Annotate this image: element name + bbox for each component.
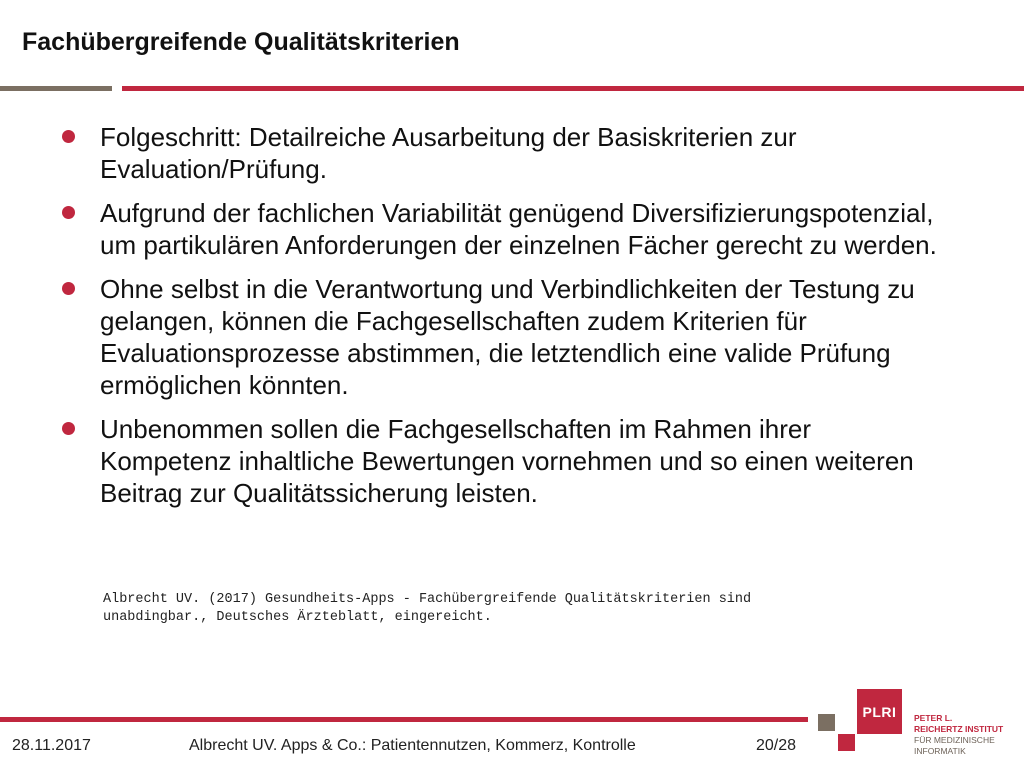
footer-rule (0, 717, 808, 722)
bullet-dot-icon (62, 422, 75, 435)
bullet-item (62, 121, 942, 185)
bullet-list (62, 121, 942, 521)
institute-logo-text (914, 713, 1024, 757)
bullet-item (62, 413, 942, 509)
footer-date: 28.11.2017 (12, 737, 91, 754)
bullet-text: Unbenommen sollen die Fachgesellschaften im Rahmen ihrer Kompetenz inhaltliche Bewertungen vornehmen und so einen weiteren Beitrag zur Qualitätssicherung leisten. (100, 414, 914, 508)
logo-square-red-icon (838, 734, 855, 751)
bullet-text: Aufgrund der fachlichen Variabilität genügend Diversifizierungspotenzial, um partikulären Anforderungen der einzelnen Fächer gerecht zu werden. (100, 198, 937, 260)
footer-title: Albrecht UV. Apps & Co.: Patientennutzen, Kommerz, Kontrolle (189, 737, 636, 754)
slide-title: Fachübergreifende Qualitätskriterien (22, 28, 460, 56)
title-rule-gray (0, 86, 112, 91)
logo-line-2: REICHERTZ INSTITUT (914, 724, 1004, 734)
bullet-dot-icon (62, 130, 75, 143)
reference-citation: Albrecht UV. (2017) Gesundheits-Apps - Fachübergreifende Qualitätskriterien sind unabdingbar., Deutsches Ärzteblatt, eingereicht. (103, 592, 752, 625)
bullet-item (62, 197, 942, 261)
page-number: 20/28 (756, 737, 797, 754)
logo-line-3: FÜR MEDIZINISCHE (914, 735, 995, 745)
bullet-text: Ohne selbst in die Verantwortung und Verbindlichkeiten der Testung zu gelangen, können die Fachgesellschaften zudem Kriterien für Evaluationsprozesse abstimmen, die letztendlich eine valide Prüfung ermöglichen könnten. (100, 274, 915, 400)
bullet-text: Folgeschritt: Detailreiche Ausarbeitung der Basiskriterien zur Evaluation/Prüfung. (100, 122, 797, 184)
logo-square-gray-icon (818, 714, 835, 731)
bullet-dot-icon (62, 282, 75, 295)
bullet-dot-icon (62, 206, 75, 219)
plri-logo-mark: PLRI (857, 689, 902, 734)
logo-line-1: PETER L. (914, 713, 953, 723)
bullet-item (62, 273, 942, 401)
logo-line-4: INFORMATIK (914, 746, 966, 756)
title-rule-red (122, 86, 1024, 91)
